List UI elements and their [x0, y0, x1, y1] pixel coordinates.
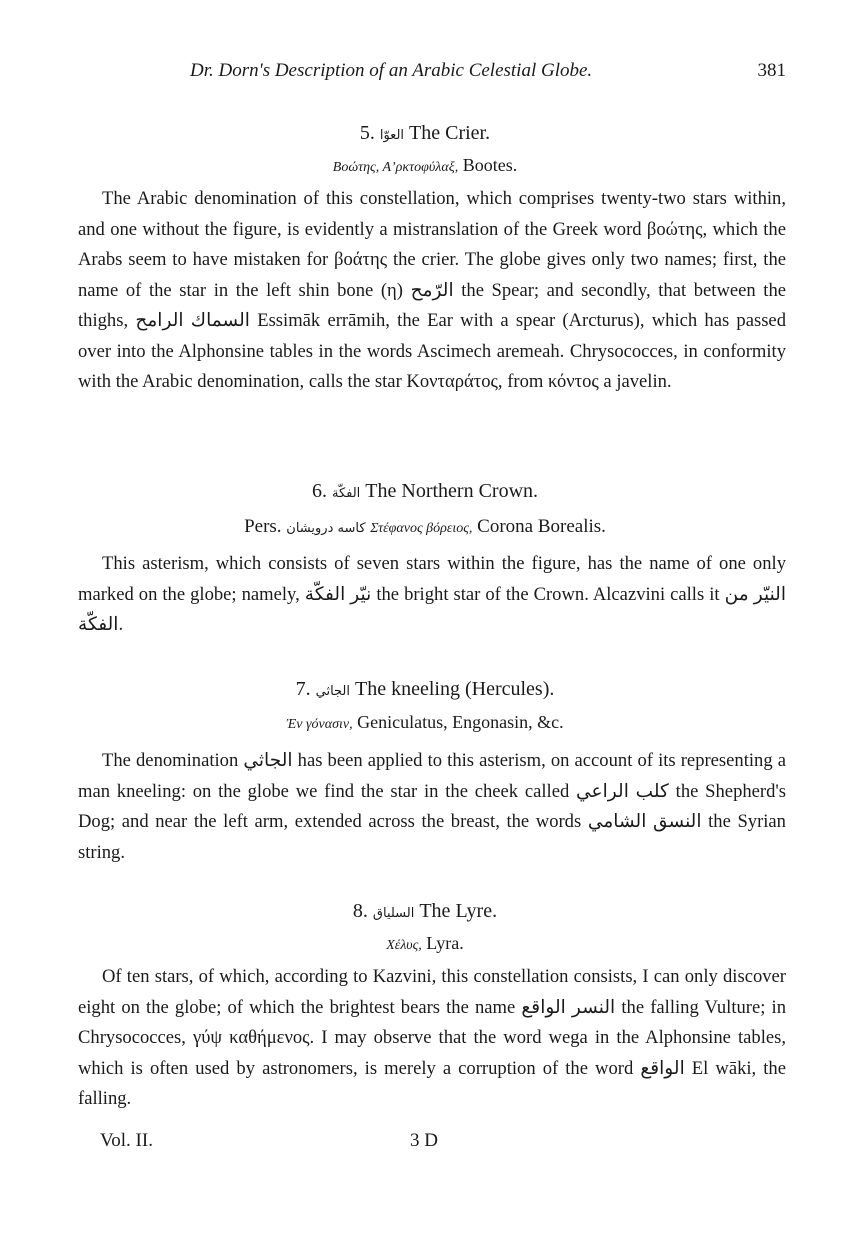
- arabic-term: كاسه درويشان: [286, 521, 366, 536]
- signature-mark: 3 D: [410, 1130, 438, 1151]
- section-text-8: Of ten stars, of which, according to Kazvini, this constellation consists, I can only discover eight on the globe; of which the brightest bears the name النسر الواقع the falling Vulture; in Chrysococces, γύψ καθήμενος. I may observe that the word wega in the Alphonsine tables, which is often used by astronomers, is merely a corruption of the word الواقع El wāki, the falling.: [78, 966, 786, 1109]
- section-heading-7: 7. الجاثي The kneeling (Hercules).: [295, 678, 555, 700]
- page-footer: [100, 1130, 540, 1152]
- page-number: 381: [757, 60, 786, 81]
- section-subheading-5: Βοώτης, Αʼρκτοφύλαξ, Bootes.: [332, 155, 518, 175]
- section-heading-5: 5. العوّا The Crier.: [359, 122, 491, 144]
- section-heading-8: 8. السلياق The Lyre.: [352, 900, 498, 922]
- greek-names: Βοώτης, Αʼρκτοφύλαξ,: [332, 160, 459, 175]
- section-subheading-7: Ἐν γόνασιν, Geniculatus, Engonasin, &c.: [286, 712, 564, 732]
- section-text-7: The denomination الجاثي has been applied to this asterism, on account of its representing a man kneeling: on the globe we find the star in the cheek called كلب الراعي the Shepherd's Dog; and near the left arm, extended across the breast, the words النسق الشامي the Syrian string.: [78, 750, 787, 863]
- greek-names: Στέφανος βόρειος,: [370, 521, 473, 536]
- section-text-5: The Arabic denomination of this constellation, which comprises twenty-two stars within, and one without the figure, is evidently a mistranslation of the Greek word βοώτης, which the Arabs seem to have mistaken for βοάτης the crier. The globe gives only two names; first, the name of the star in the left shin bone (η) الرّمح the Spear; and secondly, that between the thighs, السماك الرامح Essimāk errāmih, the Ear with a spear (Arcturus), which has passed over into the Alphonsine tables in the words Ascimech aremeah. Chrysococces, in conformity with the Arabic denomination, calls the star Κονταράτος, from κόντος a javelin.: [78, 188, 786, 392]
- arabic-term: السلياق: [372, 906, 415, 921]
- arabic-term: العوّا: [379, 128, 405, 143]
- running-head: [190, 60, 786, 82]
- section-heading-6: 6. الفكّة The Northern Crown.: [311, 480, 539, 502]
- arabic-term: الفكّة: [331, 486, 361, 501]
- running-title: Dr. Dorn's Description of an Arabic Celestial Globe.: [190, 60, 593, 81]
- section-subheading-8: Χέλυς, Lyra.: [386, 933, 464, 953]
- section-subheading-6: Pers. كاسه درويشان Στέφανος βόρειος, Corona Borealis.: [244, 516, 606, 537]
- greek-names: Χέλυς,: [386, 938, 422, 953]
- arabic-term: الجاثي: [315, 684, 351, 699]
- section-text-6: This asterism, which consists of seven stars within the figure, has the name of one only marked on the globe; namely, نيّر الفكّة the bright star of the Crown. Alcazvini calls it النيّر من الفكّة.: [78, 553, 787, 635]
- greek-names: Ἐν γόνασιν,: [286, 717, 353, 732]
- volume-label: Vol. II.: [100, 1130, 153, 1151]
